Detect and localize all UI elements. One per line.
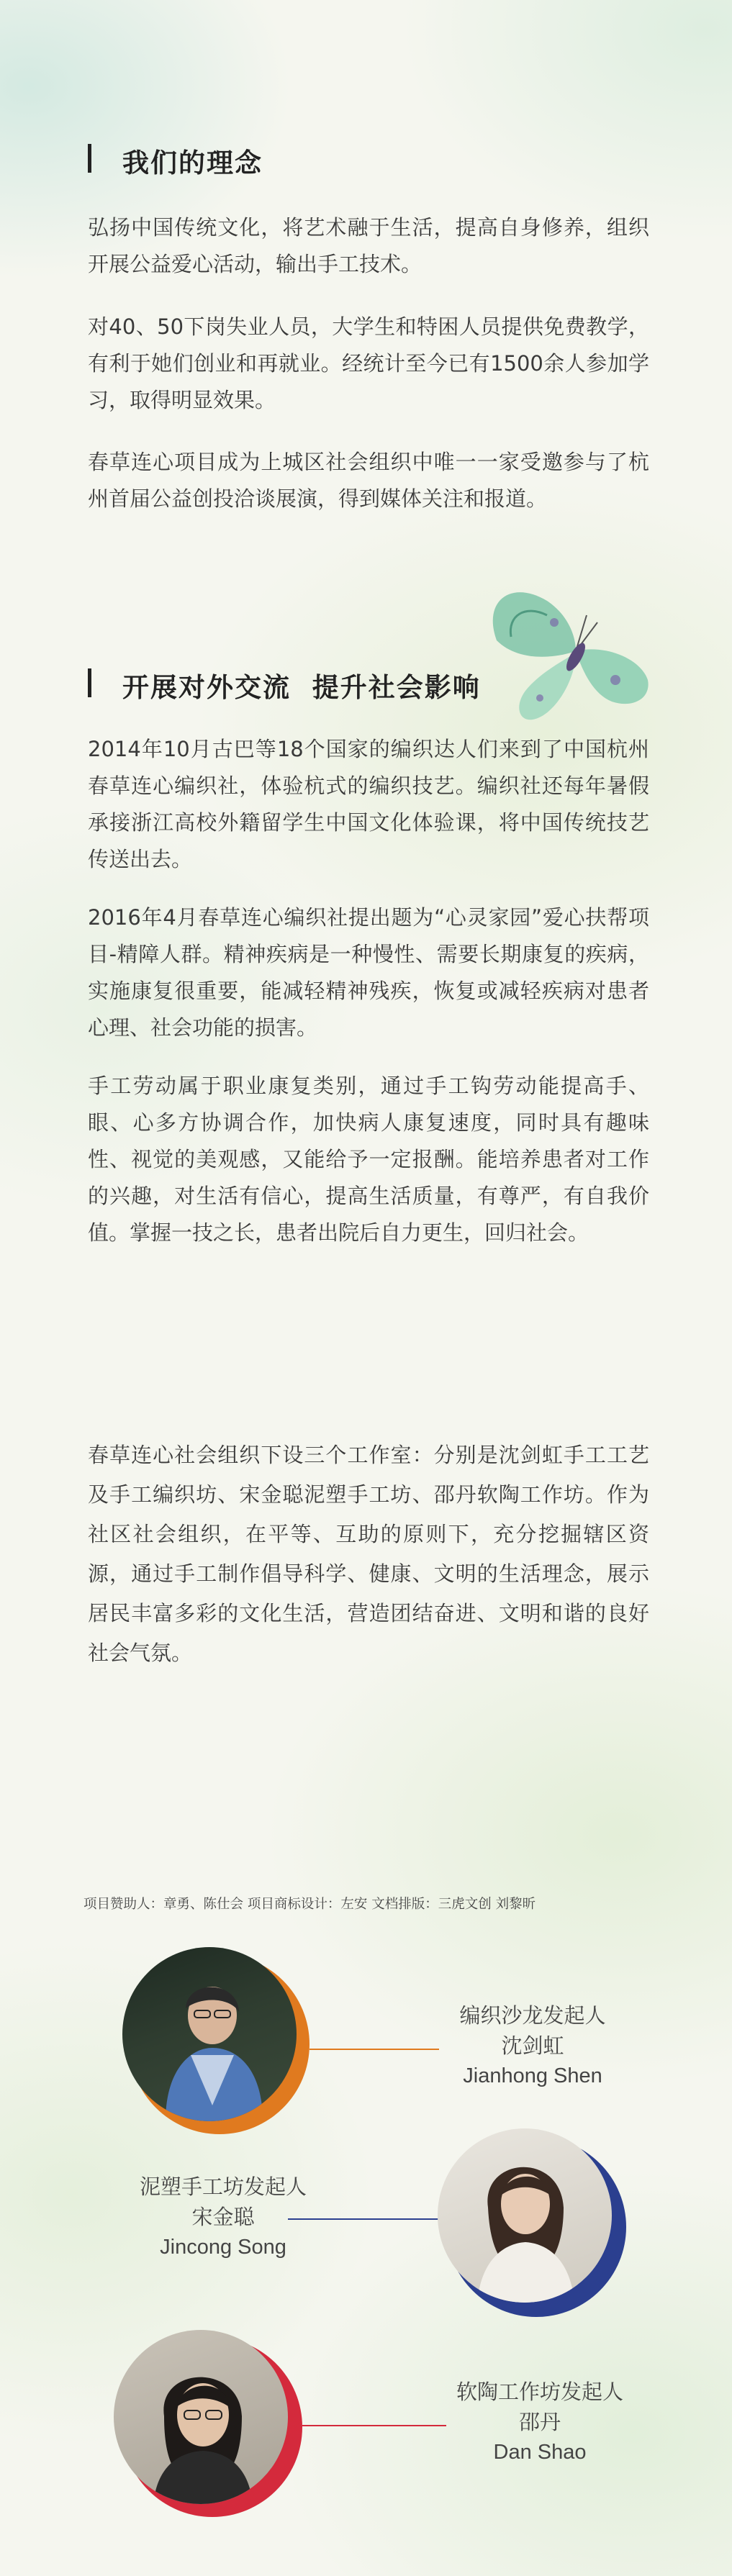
avatar-jincong-song xyxy=(438,2128,612,2303)
paragraph: 2016年4月春草连心编织社提出题为“心灵家园”爱心扶帮项目-精障人群。精神疾病是一种慢性、需要长期康复的疾病，实施康复很重要，能减轻精神残疾，恢复或减轻疾病对患者心理、社会功能的损害。 xyxy=(88,905,649,1040)
founder-name-en: Jianhong Shen xyxy=(463,2064,602,2087)
founder-role: 泥塑手工坊发起人 xyxy=(139,2174,307,2199)
avatar-dan-shao xyxy=(114,2330,288,2504)
title-bar xyxy=(88,144,91,173)
founder-role: 软陶工作坊发起人 xyxy=(456,2380,623,2404)
avatar-jianhong-shen xyxy=(122,1947,297,2121)
founder-name: 邵丹 xyxy=(518,2410,561,2434)
paragraph: 春草连心项目成为上城区社会组织中唯一一家受邀参与了杭州首届公益创投洽谈展演，得到媒体关注和报道。 xyxy=(88,450,649,511)
founder-caption xyxy=(425,2000,641,2091)
paragraph: 手工劳动属于职业康复类别，通过手工钩劳动能提高手、眼、心多方协调合作，加快病人康复速度，同时具有趣味性、视觉的美观感，又能给予一定报酬。能培养患者对工作的兴趣，对生活有信心，提高生活质量，有尊严，有自我价值。掌握一技之长，患者出院后自力更生，回归社会。 xyxy=(88,1074,649,1245)
founder-name-en: Jincong Song xyxy=(160,2236,286,2259)
paragraph: 春草连心社会组织下设三个工作室：分别是沈剑虹手工工艺及手工编织坊、宋金聪泥塑手工坊、邵丹软陶工作坊。作为社区社会组织，在平等、互助的原则下，充分挖掘辖区资源，通过手工制作倡导科学、健康、文明的生活理念，展示居民丰富多彩的文化生活，营造团结奋进、文明和谐的良好社会气氛。 xyxy=(88,1443,649,1665)
founder-caption xyxy=(115,2172,331,2262)
section-title-philosophy xyxy=(88,141,263,180)
founder-name-en: Dan Shao xyxy=(493,2441,587,2464)
founder-caption xyxy=(432,2377,648,2467)
connector-line xyxy=(288,2218,443,2220)
connector-line xyxy=(309,2049,439,2050)
section-title-exchange xyxy=(88,666,481,704)
paragraph: 对40、50下岗失业人员，大学生和特困人员提供免费教学，有利于她们创业和再就业。经统计至今已有1500余人参加学习，取得明显效果。 xyxy=(88,314,649,412)
paragraph: 2014年10月古巴等18个国家的编织达人们来到了中国杭州春草连心编织社，体验杭式的编织技艺。编织社还每年暑假承接浙江高校外籍留学生中国文化体验课，将中国传统技艺传送出去。 xyxy=(88,737,649,871)
founder-role: 编织沙龙发起人 xyxy=(459,2003,606,2028)
paragraph: 弘扬中国传统文化，将艺术融于生活，提高自身修养，组织开展公益爱心活动，输出手工技术。 xyxy=(88,215,649,276)
section-title-text: 开展对外交流 提升社会影响 xyxy=(122,672,481,703)
founder-name: 宋金聪 xyxy=(191,2205,255,2229)
founder-name: 沈剑虹 xyxy=(501,2033,564,2058)
butterfly-illustration xyxy=(468,572,655,730)
title-bar xyxy=(88,668,91,697)
section-title-text: 我们的理念 xyxy=(122,148,263,178)
connector-line xyxy=(302,2425,446,2426)
credits-line: 项目赞助人：章勇、陈仕会 项目商标设计：左安 文档排版：三虎文创 刘黎昕 xyxy=(83,1897,536,1912)
